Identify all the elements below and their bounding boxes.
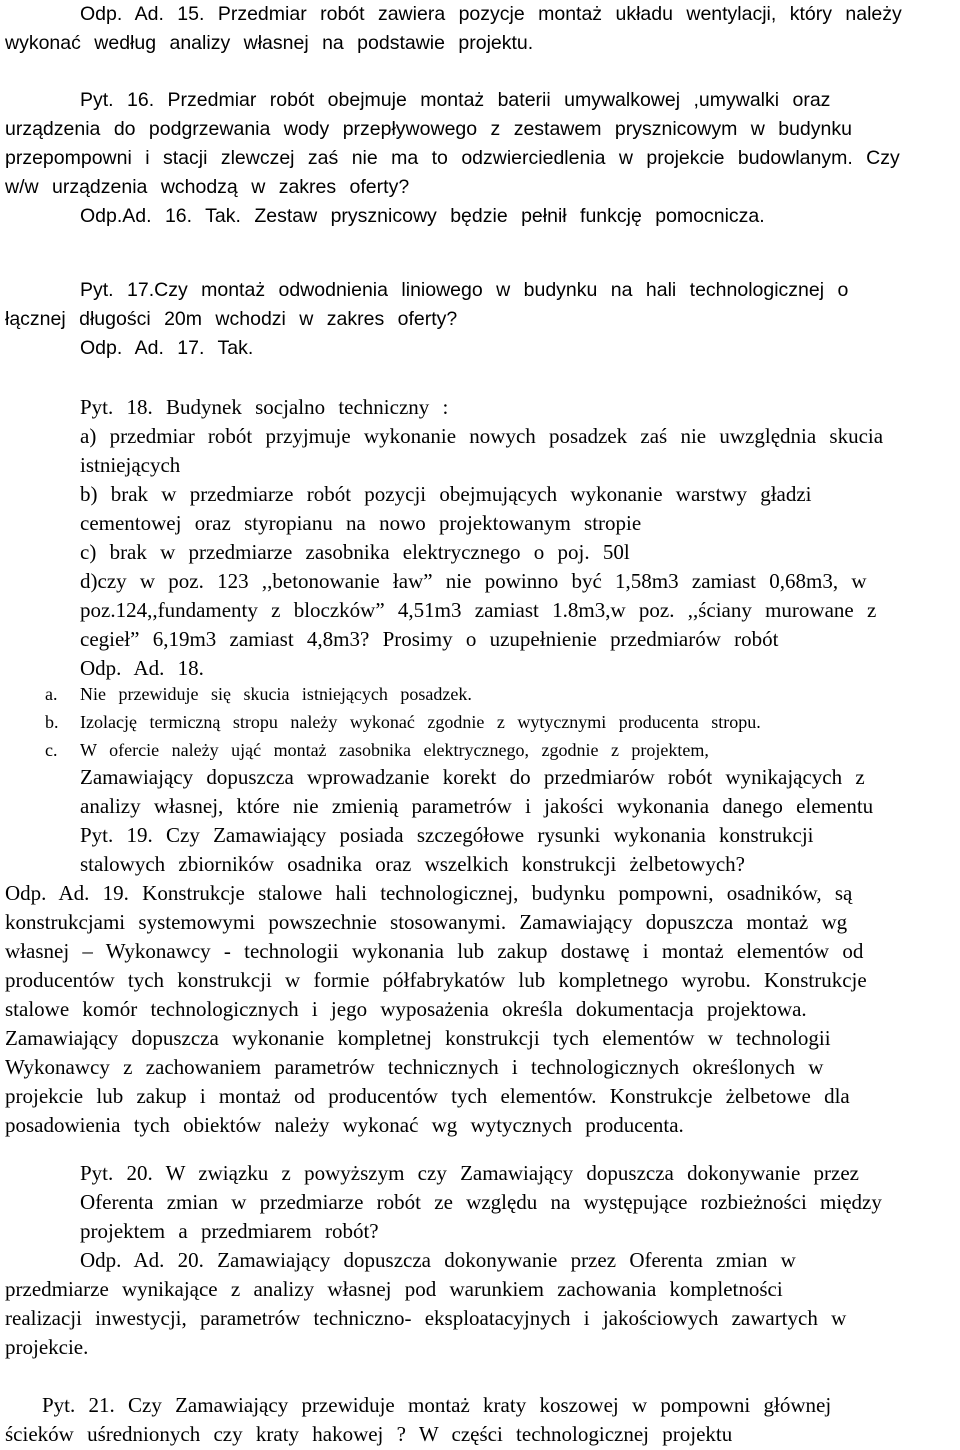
question-20-line-3: projektem a przedmiarem robót? xyxy=(80,1219,379,1243)
question-20-line-2: Oferenta zmian w przedmiarze robót ze względu na występujące rozbieżności między xyxy=(80,1190,882,1214)
answer-18-item-c-line-3: analizy własnej, które nie zmienią parametrów i jakości wykonania danego elementu xyxy=(80,794,874,818)
answer-18-label-c: c. xyxy=(45,740,58,760)
question-18-item-b-line-2: cementowej oraz styropianu na nowo projektowanym stropie xyxy=(80,511,642,535)
question-21-line-1: Pyt. 21. Czy Zamawiający przewiduje montaż kraty koszowej w pompowni głównej xyxy=(42,1393,832,1417)
question-20-line-1: Pyt. 20. W związku z powyższym czy Zamawiający dopuszcza dokonywanie przez xyxy=(80,1161,859,1185)
question-18-item-d-line-2: poz.124,,fundamenty z bloczków” 4,51m3 zamiast 1.8m3,w poz. ,,ściany murowane z xyxy=(80,598,877,622)
question-17-line-1: Pyt. 17.Czy montaż odwodnienia liniowego w budynku na hali technologicznej o xyxy=(80,279,849,301)
question-18-item-d-line-3: cegieł” 6,19m3 zamiast 4,8m3? Prosimy o uzupełnienie przedmiarów robót xyxy=(80,627,779,651)
question-17-line-2: łącznej długości 20m wchodzi w zakres oferty? xyxy=(5,308,458,330)
answer-19-line-9: posadowienia tych obiektów należy wykonać wg wytycznych producenta. xyxy=(5,1113,684,1137)
answer-20-line-1: Odp. Ad. 20. Zamawiający dopuszcza dokonywanie przez Oferenta zmian w xyxy=(80,1248,796,1272)
answer-18-label-b: b. xyxy=(45,712,59,732)
question-16-line-3: przepompowni i stacji zlewczej zaś nie ma to odzwierciedlenia w projekcie budowlanym. Czy xyxy=(5,147,900,169)
answer-19-line-7: Wykonawcy z zachowaniem parametrów technicznych i technologicznych określonych w xyxy=(5,1055,824,1079)
question-18-item-b-line-1: b) brak w przedmiarze robót pozycji obejmujących wykonanie warstwy gładzi xyxy=(80,482,812,506)
answer-18-item-c-line-2: Zamawiający dopuszcza wprowadzanie korekt do przedmiarów robót wynikających z xyxy=(80,765,865,789)
answer-16: Odp.Ad. 16. Tak. Zestaw prysznicowy będzie pełnił funkcję pomocnicza. xyxy=(80,205,765,227)
question-19-line-1: Pyt. 19. Czy Zamawiający posiada szczegółowe rysunki wykonania konstrukcji xyxy=(80,823,814,847)
answer-19-line-5: stalowe komór technologicznych i jego wyposażenia określa dokumentacja projektowa. xyxy=(5,997,807,1021)
answer-18-heading: Odp. Ad. 18. xyxy=(80,656,204,680)
answer-19-line-6: Zamawiający dopuszcza wykonanie kompletnej konstrukcji tych elementów w technologii xyxy=(5,1026,831,1050)
answer-19-line-2: konstrukcjami systemowymi powszechnie stosowanymi. Zamawiający dopuszcza montaż wg xyxy=(5,910,848,934)
answer-18-item-b: Izolację termiczną stropu należy wykonać zgodnie z wytycznymi producenta stropu. xyxy=(80,712,761,732)
answer-17: Odp. Ad. 17. Tak. xyxy=(80,337,254,359)
question-21-line-2: ścieków uśrednionych czy kraty hakowej ? W części technologicznej projektu xyxy=(5,1422,733,1446)
question-16-line-2: urządzenia do podgrzewania wody przepływowego z zestawem prysznicowym w budynku xyxy=(5,118,852,140)
answer-19-line-3: własnej – Wykonawcy - technologii wykonania lub zakup dostawę i montaż elementów od xyxy=(5,939,864,963)
question-16-line-4: w/w urządzenia wchodzą w zakres oferty? xyxy=(5,176,410,198)
question-16-line-1: Pyt. 16. Przedmiar robót obejmuje montaż baterii umywalkowej ,umywalki oraz xyxy=(80,89,831,111)
question-18-heading: Pyt. 18. Budynek socjalno techniczny : xyxy=(80,395,449,419)
answer-20-line-2: przedmiarze wynikające z analizy własnej pod warunkiem zachowania kompletności xyxy=(5,1277,783,1301)
question-18-item-c: c) brak w przedmiarze zasobnika elektrycznego o poj. 50l xyxy=(80,540,630,564)
answer-19-line-8: projekcie lub zakup i montaż od producentów tych elementów. Konstrukcje żelbetowe dla xyxy=(5,1084,850,1108)
answer-19-line-1: Odp. Ad. 19. Konstrukcje stalowe hali technologicznej, budynku pompowni, osadników, są xyxy=(5,881,853,905)
question-18-item-a-line-2: istniejących xyxy=(80,453,181,477)
answer-18-label-a: a. xyxy=(45,684,58,704)
question-18-item-a-line-1: a) przedmiar robót przyjmuje wykonanie nowych posadzek zaś nie uwzględnia skucia xyxy=(80,424,884,448)
answer-18-item-c-line-1: W ofercie należy ująć montaż zasobnika elektrycznego, zgodnie z projektem, xyxy=(80,740,709,760)
question-19-line-2: stalowych zbiorników osadnika oraz wszelkich konstrukcji żelbetowych? xyxy=(80,852,745,876)
answer-15-line-2: wykonać według analizy własnej na podstawie projektu. xyxy=(5,32,534,54)
answer-20-line-4: projekcie. xyxy=(5,1335,89,1359)
answer-19-line-4: producentów tych konstrukcji w formie półfabrykatów lub kompletnego wyrobu. Konstrukcje xyxy=(5,968,867,992)
question-18-item-d-line-1: d)czy w poz. 123 ,,betonowanie ław” nie powinno być 1,58m3 zamiast 0,68m3, w xyxy=(80,569,867,593)
answer-18-item-a: Nie przewiduje się skucia istniejących posadzek. xyxy=(80,684,472,704)
answer-15-line-1: Odp. Ad. 15. Przedmiar robót zawiera pozycje montaż układu wentylacji, który należy xyxy=(80,3,902,25)
answer-20-line-3: realizacji inwestycji, parametrów techniczno- eksploatacyjnych i jakościowych zawartych w xyxy=(5,1306,847,1330)
